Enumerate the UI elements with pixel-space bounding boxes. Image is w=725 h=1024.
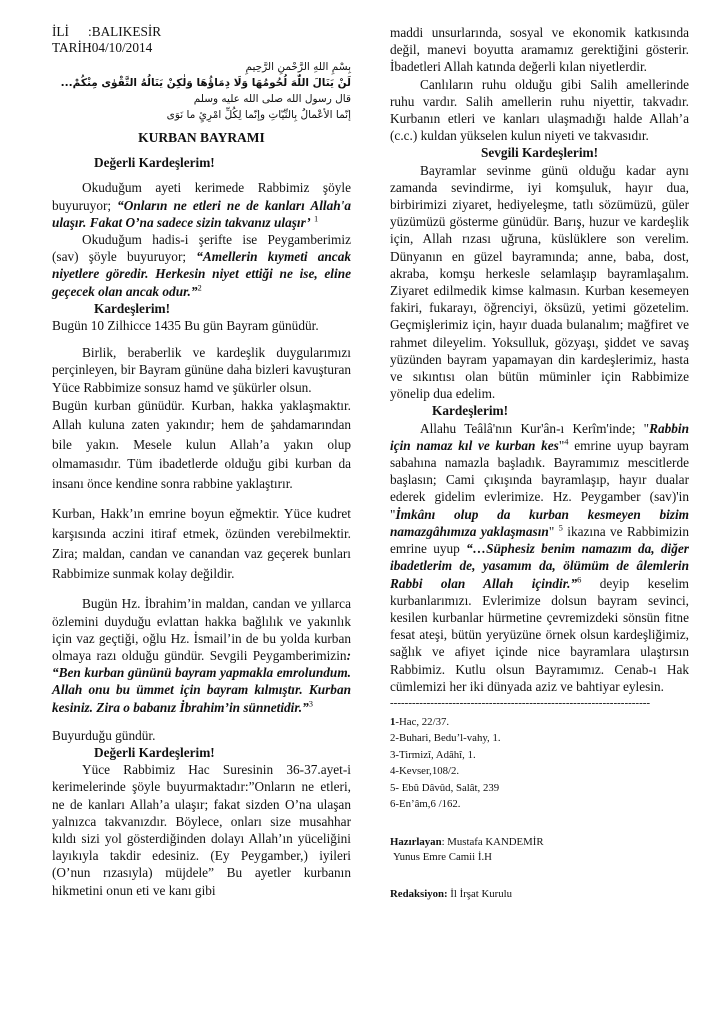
province-label: İLİ xyxy=(52,24,69,39)
editor-line xyxy=(390,887,689,902)
spacer xyxy=(52,493,351,504)
separator-line: ----------------------------------------------------------------------- xyxy=(390,696,651,709)
right-paragraph-4-quote-1: Rabbin için namaz kıl ve kurban kes xyxy=(390,420,689,453)
right-paragraph-4-part-c: emrine uyup bayram sabahına namazla başladık. Bayramımız mescitlerde başlasın; Cami çıkışında bayramlaşıp, hayır dualar ederek gidelim evlerimize. Hz. Peygamber (sav)'in " xyxy=(390,437,689,522)
right-paragraph-4-part-f: deyip keselim kurbanlarımızı. Evlerimize dolsun bayram sevinci, kesilen kurbanlar hürmetine çevremizdeki sönsün fitne fesat ateşi, bütün yeryüzüne örnek olsun kardeşliğimiz, sağlık ve afiyet içinde nice bayramlara ulaştırsın Rabbimiz. Kutlu olsun Bayramımız. Cenab-ı Hak cümlemizi her iki dünyada aziz ve bahtiyar eylesin. xyxy=(390,575,689,694)
paragraph-3: Bugün 10 Zilhicce 1435 Bu gün Bayram günüdür. xyxy=(52,318,319,334)
spacer xyxy=(52,584,351,595)
arabic-hadith-intro: قال رسول الله صلى الله عليه وسلم xyxy=(193,93,351,105)
right-paragraph-1: maddi unsurlarında, sosyal ve ekonomik katkısında değil, manevi boyutta aramamız gerektiğini gösterir. İbadetleri Allah katında değerli kılan niyetlerdir. xyxy=(390,25,689,75)
greeting-5: Kardeşlerim! xyxy=(432,403,509,419)
header-block xyxy=(52,24,351,55)
reference-number: 1 xyxy=(390,715,396,728)
spacer xyxy=(52,716,351,727)
province-line xyxy=(52,24,351,40)
editor-value: İl İrşat Kurulu xyxy=(447,887,513,900)
footnote-ref-4: 4 xyxy=(564,436,569,447)
footnote-ref-2: 2 xyxy=(197,282,202,293)
right-column xyxy=(390,24,689,902)
paragraph-2 xyxy=(52,231,351,300)
mosque-name: Yunus Emre Camii İ.H xyxy=(393,850,492,863)
footnote-ref-1: 1 xyxy=(314,213,319,224)
paragraph-2-quote: “Amellerin kıymeti ancak niyetlere göredir. Herkesin niyet ettiği ne ise, eline geçecek olan ancak odur.” xyxy=(52,249,351,299)
reference-item: 4-Kevser,108/2. xyxy=(390,765,460,778)
prepared-by-label: Hazırlayan xyxy=(390,835,442,848)
reference-item xyxy=(390,714,689,731)
footnote-ref-3: 3 xyxy=(308,698,314,709)
footnote-ref-5: 5 xyxy=(558,522,563,533)
paragraph-2-text: Okuduğum hadis-i şerifte ise Peygamberimiz (sav) şöyle buyuruyor; xyxy=(52,232,351,265)
arabic-basmala: بِسْمِ اللهِ الرَّحْمنِ الرَّحِيمِ xyxy=(245,61,351,73)
right-paragraph-4-part-d: " xyxy=(548,523,559,539)
date-value: :04/10/2014 xyxy=(88,39,153,55)
province-value: :BALIKESİR xyxy=(88,24,162,39)
prepared-by-line xyxy=(390,835,689,850)
paragraph-4: Birlik, beraberlik ve kardeşlik duygularımızı perçinleyen, bir Bayram gününe daha bizleri kavuşturan Yüce Rabbimize sonsuz hamd ve şükürler olsun. xyxy=(52,345,351,395)
paragraph-1 xyxy=(52,179,351,231)
paragraph-1-text: Okuduğum ayeti kerimede Rabbimiz şöyle buyuruyor; xyxy=(52,180,351,213)
arabic-ayah: لَنْ يَنَالَ اللّٰهَ لُحُومُهَا وَلَا دِمَاؤُهَا وَلٰكِنْ يَنَالُهُ التَّقْوٰى مِنْكُمْ... xyxy=(60,77,351,89)
references-list xyxy=(390,714,689,813)
right-paragraph-2: Canlıların ruhu olduğu gibi Salih amellerinde ruhu vardır. Salih amellerin ruhu niyettir, takvadır. Kurbanın etleri ve kanları ulaşmadığı halde Allah’a (c.c.) kuldan yükselen kulun niyeti ve takvasıdır. xyxy=(390,76,689,144)
reference-item: 5- Ebû Dâvûd, Salât, 239 xyxy=(390,781,500,794)
paragraph-8: Buyurduğu gündür. xyxy=(52,727,156,743)
paragraph-7-quote: : “Ben kurban gününü bayram yapmakla emrolundum. Allah onu bu ümmet için bayram kılmıştır. Kurban kesiniz. Zira o babanız İbrahim’in sünnetidir.” xyxy=(52,647,351,715)
paragraph-9: Yüce Rabbimiz Hac Suresinin 36-37.ayet-i kerimelerinde şöyle buyurmaktadır:”Onların ne etleri, ne de kanları Allah’a ulaşır; fakat sizden O’na ulaşan yalnızca takvanızdır. Böylece, onları size musahhar kıldı sizi yol gösterdiğinden dolayı Allah’ın yüceliğini layıkıyla takdir edesiniz. (Ey Peygamber,) iyileri (O’nun rızasıyla) müjdele” Bu ayetler kurbanın hikmetini onun eti ve kanı gibi xyxy=(52,762,351,898)
sermon-title: KURBAN BAYRAMI xyxy=(138,130,265,145)
right-paragraph-4-quote-2: İmkânı olup da kurban kesmeyen bizim namazgâhımıza yaklaşmasın xyxy=(390,506,689,539)
right-paragraph-4-part-a: Allahu Teâlâ'nın Kur'ân-ı Kerîm'inde; " xyxy=(420,420,650,436)
footnote-ref-6: 6 xyxy=(577,574,582,585)
paragraph-7-text: Bugün Hz. İbrahim’in maldan, candan ve yıllarca özlemini duyduğu evlattan hakka bağlılık ve yakınlık için vaz geçtiği, oğlu Hz. İsmail’in de bu yolda kurban olmaya razı olduğu gündür. Sevgili Peygamberimizin xyxy=(52,596,351,663)
date-label: TARİH xyxy=(52,39,92,55)
greeting-1: Değerli Kardeşlerim! xyxy=(94,155,215,171)
paragraph-5: Bugün kurban günüdür. Kurban, hakka yaklaşmaktır. Allah kuluna zaten yakındır; hem de şahdamarından bile yakın. Mesele kulun Allah’a yakın olup olmamasıdır. Tüm ibadetlerde olduğu gibi kurban da insanı önce kendine sonra rabbine yaklaştırır. xyxy=(52,397,351,491)
right-paragraph-4-part-e: ikazına ve Rabbimizin emrine uyup xyxy=(390,523,689,557)
reference-item: 3-Tirmizî, Adâhî, 1. xyxy=(390,748,476,761)
greeting-4: Sevgili Kardeşlerim! xyxy=(480,145,599,161)
paragraph-6: Kurban, Hakk’ın emrine boyun eğmektir. Yüce kudret karşısında aczini itiraf etmek, özünden verebilmektir. Zira; maldan, candan ve canandan vaz geçerek bunları Rabbimize sunmak kolay değildir. xyxy=(52,506,351,582)
reference-item: 2-Buhari, Bedu’l-vahy, 1. xyxy=(390,732,501,745)
editor-label: Redaksiyon: xyxy=(390,887,448,900)
reference-text: -Hac, 22/37. xyxy=(395,715,450,728)
paragraph-7 xyxy=(52,595,351,715)
greeting-2: Kardeşlerim! xyxy=(94,300,171,316)
reference-item: 6-En’âm,6 /162. xyxy=(390,798,461,811)
date-line xyxy=(52,40,351,56)
paragraph-1-quote: “Onların ne etleri ne de kanları Allah'a ulaşır. Fakat O’na sadece sizin takvanız ulaşır’ xyxy=(52,197,351,230)
left-column xyxy=(52,24,351,899)
right-paragraph-3: Bayramlar sevinme günü olduğu kadar aynı zamanda sevindirme, iyi komşuluk, hayır dua, birbirimizi ziyaret, hediyeleşme, tatlı sözümüzü, güler yüzümüzü gösterme günüdür. Barış, huzur ve kardeşlik için, Allah rızası uğruna, küslüklere son verelim. Dünyanın en güzel bayramında; anne, baba, dost, akraba, komşu herkesle selamlaşıp bayramlaşalım. Ziyaret edilmedik kimse kalmasın. Kurban kesemeyen fakiri, fukarayı, öğrenciyi, öksüzü, yetimi gözetelim. Geçmişlerimiz için, hayır duada bulanalım; mağfiret ve rahmet dileyelim. Yoksulluk, gözyaşı, şiddet ve savaş yüzünden bayram yapamayan din kardeşlerimiz, hasta ve sıkıntısı olan bütün müminler için Rabbimize yönelip dua edelim. xyxy=(390,162,689,402)
right-paragraph-4-quote-3: “…Süphesiz benim namazım da, diğer ibadetlerim de, yasamım da, ölümüm de âlemlerin Rabbi olan Allah içindir.” xyxy=(390,541,689,591)
greeting-3: Değerli Kardeşlerim! xyxy=(94,744,215,760)
right-paragraph-4 xyxy=(390,420,689,695)
right-paragraph-4-part-b: " xyxy=(558,437,565,453)
prepared-by-value: : Mustafa KANDEMİR xyxy=(441,835,544,848)
author-block xyxy=(390,835,689,865)
arabic-hadith: إنّما الأعْمالُ بِالنِّيّاتِ وإنّما لِكُلِّ امْرِئٍ ما نَوَى xyxy=(166,109,351,121)
